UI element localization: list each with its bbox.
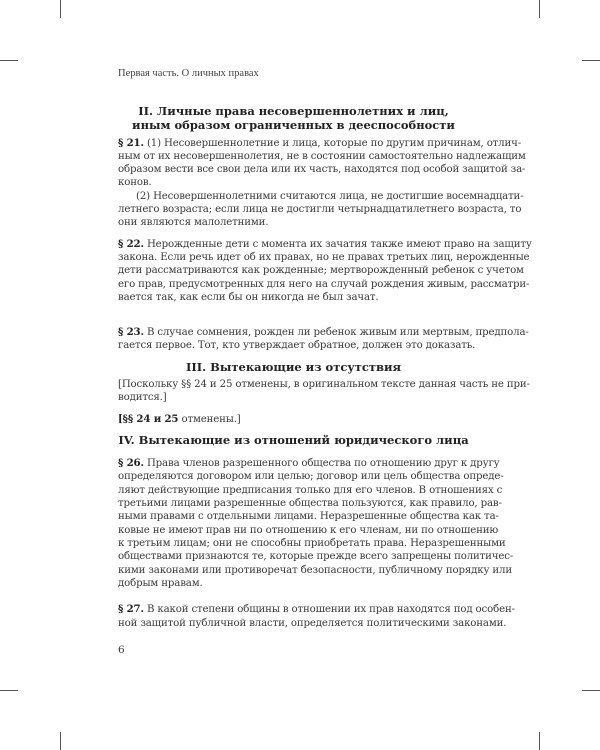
paragraph-21-line: ным от их несовершеннолетия, не в состоянии самостоятельно надлежащим (118, 151, 526, 162)
crop-mark (582, 60, 600, 61)
paragraph-26-line: кими законами или противоречат безопасности, публичному порядку или (118, 565, 513, 576)
crop-mark (60, 732, 61, 750)
paragraph-21-line: образом вести все свои дела или их часть, находятся под особой защитой за- (118, 164, 526, 175)
section-4-title: IV. Вытекающие из отношений юридического лица (118, 433, 469, 447)
paragraph-21-line: § 21. (1) Несовершеннолетние и лица, которые по другим причинам, отлич- (118, 137, 522, 149)
section-2-title-line2: иным образом ограниченных в дееспособности (132, 118, 455, 132)
paragraph-22-line: вается так, как если бы он никогда не был зачат. (118, 292, 379, 303)
paragraph-26-line: ляют действующие предписания только для его членов. В отношениях с (118, 485, 503, 496)
editor-note-line: [Поскольку §§ 24 и 25 отменены, в оригинальном тексте данная часть не при- (118, 379, 530, 390)
paragraph-22-line: дети рассматриваются как рожденные; мертворожденный ребенок с учетом (118, 265, 524, 276)
running-header: Первая часть. О личных правах (118, 68, 259, 79)
crop-mark (539, 0, 540, 18)
section-2-title-line1: II. Личные права несовершеннолетних и лиц, (138, 104, 449, 118)
paragraph-22-line: его прав, предусмотренных для него на случай рождения живым, рассматри- (118, 279, 530, 290)
paragraph-27-line: ной защитой публичной власти, определяется политическими законами. (118, 618, 507, 629)
paragraph-26-line: третьими лицами разрешенные общества пользуются, как правило, рав- (118, 498, 502, 509)
editor-note-line: водится.] (118, 392, 167, 403)
paragraph-26-line: добрым нравам. (118, 578, 203, 589)
crop-mark (60, 0, 61, 18)
paragraph-22-line: § 22. Нерожденные дети с момента их зачатия также имеют право на защиту (118, 238, 532, 250)
paragraph-27-line: § 27. В какой степени общины в отношении их прав находятся под особен- (118, 603, 515, 615)
page-number: 6 (118, 644, 125, 656)
repealed-note: [§§ 24 и 25 отменены.] (118, 413, 241, 425)
paragraph-22-line: закона. Если речь идет об их правах, но не правах третьих лиц, нерожденные (118, 252, 530, 263)
paragraph-26-line: обществами признаются те, которые прежде всего запрещены политичес- (118, 551, 514, 562)
paragraph-26-line: § 26. Права членов разрешенного общества по отношению друг к другу (118, 457, 500, 469)
section-3-title: III. Вытекающие из отсутствия (186, 360, 401, 374)
crop-mark (0, 60, 18, 61)
crop-mark (0, 690, 18, 691)
paragraph-26-line: определяются договором или целью; договор или цель общества опреде- (118, 471, 504, 482)
paragraph-21-2-line: они являются малолетними. (118, 217, 269, 228)
crop-mark (539, 732, 540, 750)
paragraph-21-2-line: (2) Несовершеннолетними считаются лица, не достигшие восемнадцати- (136, 191, 524, 202)
paragraph-23-line: гается первое. Тот, кто утверждает обратное, должен это доказать. (118, 340, 476, 351)
paragraph-26-line: ными правами с отдельными лицами. Неразрешенные общества как та- (118, 511, 499, 522)
paragraph-26-line: к третьим лицам; они не способны приобретать права. Неразрешенными (118, 538, 506, 549)
paragraph-23-line: § 23. В случае сомнения, рожден ли ребенок живым или мертвым, предпола- (118, 326, 529, 338)
paragraph-21-2-line: летнего возраста; если лица не достигли четырнадцатилетнего возраста, то (118, 204, 522, 215)
crop-mark (582, 690, 600, 691)
paragraph-21-line: конов. (118, 177, 152, 188)
paragraph-26-line: ковые не имеют прав ни по отношению к его членам, ни по отношению (118, 525, 499, 536)
